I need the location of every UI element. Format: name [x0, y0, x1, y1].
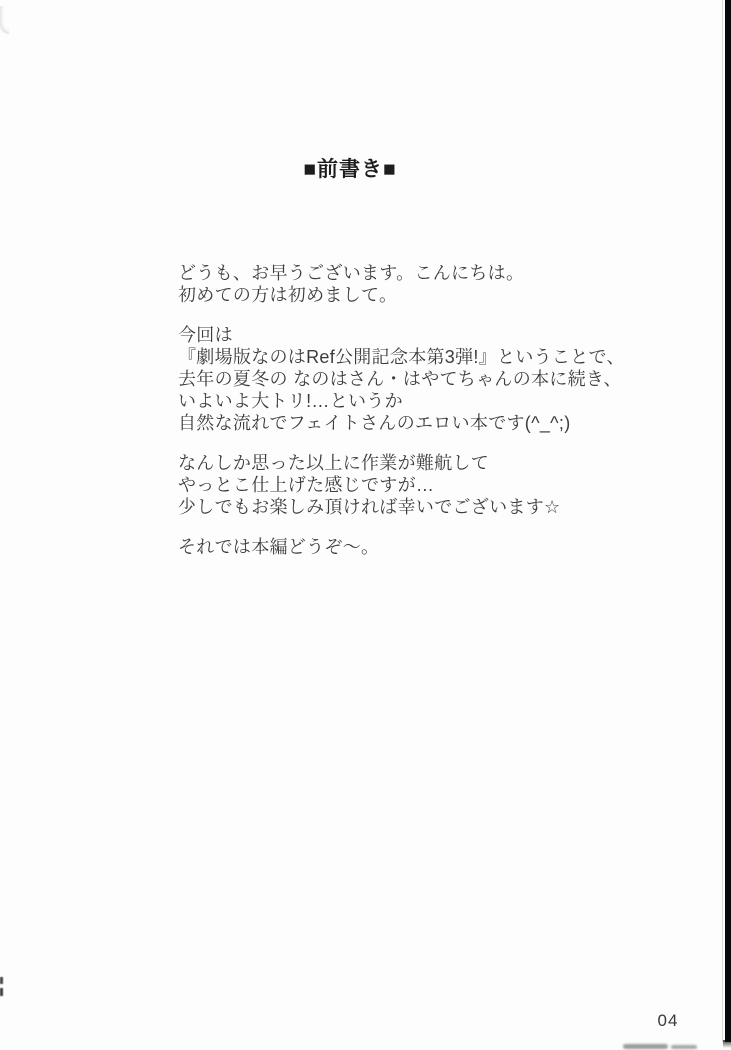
scan-speck-left [0, 977, 3, 984]
scan-smudge-bottom [671, 1045, 697, 1049]
text-line: 自然な流れでフェイトさんのエロい本です(^_^;) [178, 413, 571, 433]
text-line: なんしか思った以上に作業が難航して [178, 453, 490, 473]
paragraph [178, 324, 658, 434]
scan-edge-shadow-line [722, 0, 723, 1042]
scan-edge-right-band [725, 0, 731, 1042]
text-line: 『劇場版なのはRef公開記念本第3弾!』ということで、 [178, 347, 625, 367]
text-line: いよいよ大トリ!…というか [178, 391, 403, 411]
text-line: それでは本編どうぞ〜。 [178, 537, 380, 557]
scan-edge-right-fade [723, 1040, 731, 1048]
preface-body [178, 262, 658, 576]
page-number: 04 [657, 1011, 679, 1030]
scan-smudge-bottom [623, 1044, 668, 1049]
text-line: やっとこ仕上げた感じですが… [178, 475, 435, 495]
text-line: 今回は [178, 325, 233, 345]
text-line: 去年の夏冬の なのはさん・はやてちゃんの本に続き、 [178, 369, 622, 389]
scan-speck-left [0, 988, 3, 996]
paragraph [178, 452, 658, 518]
text-line: どうも、お早うございます。こんにちは。 [178, 263, 525, 283]
page-curl-mark [0, 6, 9, 34]
page-title: ■前書き■ [303, 158, 397, 181]
paragraph [178, 262, 658, 306]
text-line: 初めての方は初めまして。 [178, 285, 398, 305]
text-line: 少しでもお楽しみ頂ければ幸いでございます☆ [178, 497, 561, 517]
paragraph [178, 536, 658, 558]
